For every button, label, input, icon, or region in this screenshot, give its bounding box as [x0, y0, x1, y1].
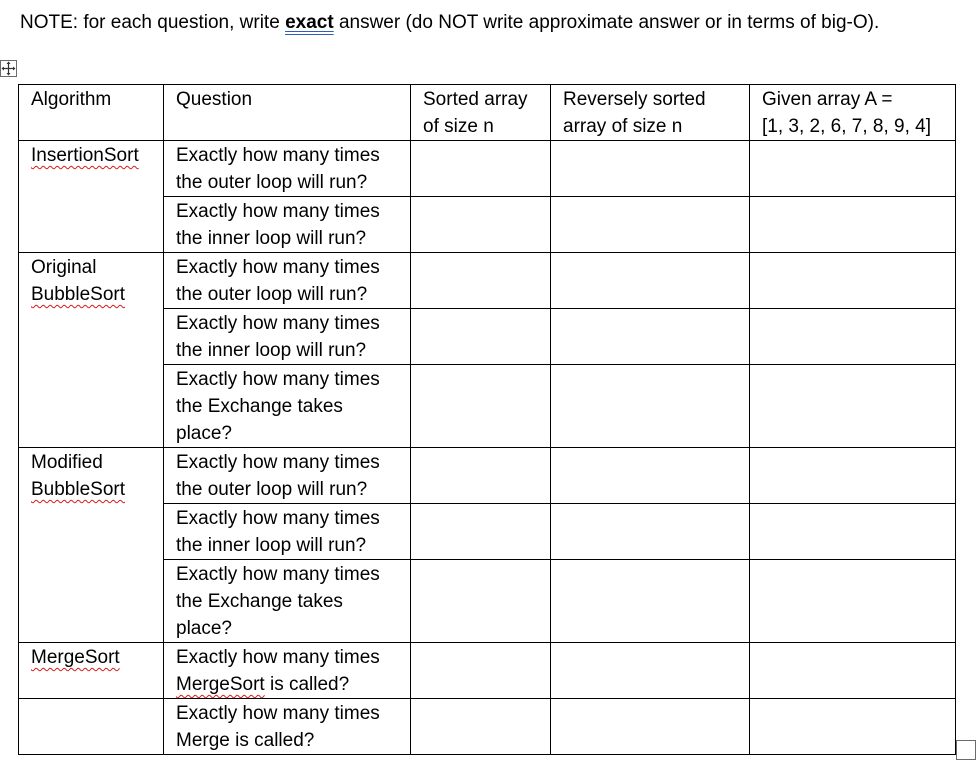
note-suffix: answer (do NOT write approximate answer or in terms of big-O).	[333, 12, 880, 33]
table-row	[19, 699, 956, 755]
answer-cell-given[interactable]	[750, 197, 956, 253]
spellcheck-word: InsertionSort	[31, 145, 139, 166]
answer-cell-sorted[interactable]	[411, 365, 551, 448]
answer-cell-reverse[interactable]	[551, 141, 750, 197]
answer-cell-sorted[interactable]	[411, 643, 551, 699]
question-outer-loop: Exactly how many times the outer loop will run?	[164, 448, 411, 504]
note-emphasis: exact	[285, 12, 334, 33]
header-sorted-array: Sorted array of size n	[411, 85, 551, 141]
table-row	[19, 643, 956, 699]
header-algorithm: Algorithm	[19, 85, 164, 141]
question-outer-loop: Exactly how many times the outer loop will run?	[164, 141, 411, 197]
header-given-array: Given array A = [1, 3, 2, 6, 7, 8, 9, 4]	[750, 85, 956, 141]
answer-cell-reverse[interactable]	[551, 197, 750, 253]
sorting-questions-table	[18, 84, 956, 755]
header-question: Question	[164, 85, 411, 141]
question-inner-loop: Exactly how many times the inner loop will run?	[164, 504, 411, 560]
answer-cell-sorted[interactable]	[411, 448, 551, 504]
note-prefix: NOTE: for each question, write	[20, 12, 286, 33]
answer-cell-sorted[interactable]	[411, 141, 551, 197]
question-inner-loop: Exactly how many times the inner loop will run?	[164, 197, 411, 253]
question-merge-calls: Exactly how many times Merge is called?	[164, 699, 411, 755]
answer-cell-given[interactable]	[750, 253, 956, 309]
question-outer-loop: Exactly how many times the outer loop will run?	[164, 253, 411, 309]
answer-cell-reverse[interactable]	[551, 504, 750, 560]
answer-cell-given[interactable]	[750, 309, 956, 365]
answer-cell-given[interactable]	[750, 643, 956, 699]
answer-cell-reverse[interactable]	[551, 253, 750, 309]
answer-cell-sorted[interactable]	[411, 197, 551, 253]
header-row	[19, 85, 956, 141]
question-inner-loop: Exactly how many times the inner loop will run?	[164, 309, 411, 365]
answer-cell-reverse[interactable]	[551, 699, 750, 755]
table-row	[19, 253, 956, 309]
question-exchange: Exactly how many times the Exchange takes place?	[164, 560, 411, 643]
answer-cell-sorted[interactable]	[411, 253, 551, 309]
algorithm-merge-sort	[19, 643, 164, 699]
answer-cell-sorted[interactable]	[411, 699, 551, 755]
answer-cell-reverse[interactable]	[551, 309, 750, 365]
spellcheck-word: BubbleSort	[31, 284, 126, 305]
table-move-handle-icon[interactable]	[0, 60, 17, 77]
spellcheck-word: BubbleSort	[31, 479, 126, 500]
answer-cell-reverse[interactable]	[551, 560, 750, 643]
algorithm-insertion-sort	[19, 141, 164, 253]
answer-cell-given[interactable]	[750, 141, 956, 197]
table-row	[19, 141, 956, 197]
answer-cell-sorted[interactable]	[411, 309, 551, 365]
algorithm-modified-bubble-sort: Modified BubbleSort	[19, 448, 164, 643]
answer-cell-sorted[interactable]	[411, 504, 551, 560]
spellcheck-word: MergeSort	[176, 674, 265, 695]
answer-cell-given[interactable]	[750, 448, 956, 504]
answer-cell-reverse[interactable]	[551, 448, 750, 504]
header-reverse-sorted-array: Reversely sorted array of size n	[551, 85, 750, 141]
instruction-note	[20, 10, 879, 36]
answer-cell-reverse[interactable]	[551, 643, 750, 699]
question-exchange: Exactly how many times the Exchange takes place?	[164, 365, 411, 448]
answer-cell-given[interactable]	[750, 365, 956, 448]
algorithm-empty-cell	[19, 699, 164, 755]
spellcheck-word: MergeSort	[31, 647, 120, 668]
answer-cell-given[interactable]	[750, 560, 956, 643]
algorithm-original-bubble-sort: Original BubbleSort	[19, 253, 164, 448]
table-resize-handle[interactable]	[956, 740, 976, 760]
answer-cell-given[interactable]	[750, 504, 956, 560]
answer-cell-given[interactable]	[750, 699, 956, 755]
answer-cell-reverse[interactable]	[551, 365, 750, 448]
answer-cell-sorted[interactable]	[411, 560, 551, 643]
table-row	[19, 448, 956, 504]
question-mergesort-calls: Exactly how many times MergeSort is called?	[164, 643, 411, 699]
